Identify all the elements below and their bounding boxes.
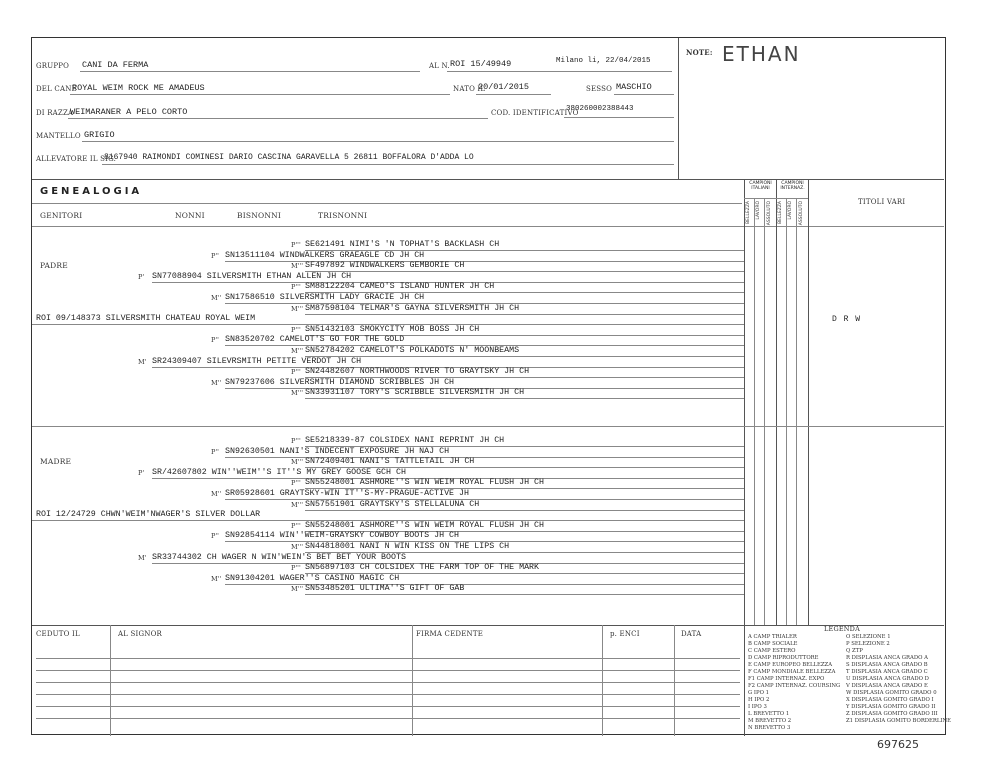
pedigree-entry: SR33744302 CH WAGER N WIN'WEIN'S BET BET YOUR BOOTS [152,552,406,562]
generation-mark: M''' [291,347,304,355]
legend-item: F2 CAMP INTERNAZ. COURSING [748,683,841,689]
generation-mark: P''' [291,437,301,445]
milano-date: Milano li, 22/04/2015 [556,57,651,65]
sub-col-bellezza-int: BELLEZZA [778,201,783,225]
generation-mark: P'' [211,532,219,541]
pedigree-entry: SE5218339-87 COLSIDEX NANI REPRINT JH CH [305,436,505,445]
legend-item: C CAMP ESTERO [748,648,796,654]
pedigree-entry: SM87598104 TELMAR'S GAYNA SILVERSMITH JH CH [305,303,520,313]
nato-il-underline [476,94,551,95]
data-label: DATA [681,630,702,638]
pedigree-entry: SF497892 WINDWALKERS GEMBORIE CH [305,261,465,271]
legend-item: H IPO 2 [748,697,770,703]
allevatore-underline [102,164,674,165]
footer-col-3 [602,625,603,736]
footer-col-4 [674,625,675,736]
pedigree-underline [305,510,744,511]
pedigree-entry: SN17586510 SILVERSMITH LADY GRACIE JH CH [225,293,425,302]
pedigree-entry: SN52784202 CAMELOT'S POLKADOTS N' MOONBEAMS [305,346,520,355]
legend-item: A CAMP TRIALER [748,634,797,640]
pedigree-entry: SN33931107 TORY'S SCRIBBLE SILVERSMITH JH CH [305,388,525,398]
pedigree-entry: SN57551901 GRAYTSKY'S STELLALUNA CH [305,499,480,509]
col-genitori: GENITORI [40,211,83,220]
col-bisnonni: BISNONNI [237,211,282,220]
legenda-right-list [846,634,951,725]
campioni-italiani-label: CAMPIONI ITALIANI [749,181,772,191]
legend-item: D CAMP RIPRODUTTORE [748,655,819,661]
generation-mark: P''' [291,368,301,377]
legend-item: F CAMP MONDIALE BELLEZZA [748,669,836,675]
del-cane-underline [70,94,450,95]
pedigree-entry: SN91304201 WAGER''S CASINO MAGIC CH [225,573,400,583]
footer-col-1 [110,625,111,736]
al-n-label: AL N. [429,62,450,70]
legend-item: B CAMP SOCIALE [748,641,798,647]
legend-item: P SELEZIONE 2 [846,641,890,647]
pedigree-entry: SN55248001 ASHMORE''S WIN WEIM ROYAL FLUSH JH CH [305,520,544,530]
camp-col-5 [796,198,797,625]
footer-divider [32,625,944,626]
legend-item: T DISPLASIA ANCA GRADO C [846,669,928,675]
pedigree-underline [305,398,744,399]
campioni-sub-divider [744,198,808,199]
sesso-value: MASCHIO [616,82,652,92]
generation-mark: M''' [291,585,304,594]
pedigree-entry: SN77088904 SILVERSMITH ETHAN ALLEN JH CH [152,271,352,281]
al-n-value: ROI 15/49949 [450,59,512,69]
legend-item: V DISPLASIA ANCA GRADO E [846,683,928,689]
generation-mark: P''' [291,521,301,530]
drw-title: D R W [832,315,862,324]
campioni-right-border [808,179,809,625]
generation-mark: M'' [211,378,222,387]
pedigree-underline [305,356,744,357]
razza-value: WEIMARANER A PELO CORTO [70,107,188,117]
padre-label: PADRE [40,261,68,270]
legend-item: Y DISPLASIA GOMITO GRADO II [846,704,936,710]
pedigree-underline [305,271,744,272]
mantello-value: GRIGIO [84,130,115,140]
camp-col-1 [754,198,755,625]
generation-mark: M'' [211,574,222,583]
legend-item: S DISPLASIA ANCA GRADO B [846,662,928,668]
legend-item: L BREVETTO 1 [748,711,790,717]
campioni-internaz-label: CAMPIONI INTERNAZ. [780,181,805,191]
legenda-left-list [748,634,840,732]
ceduto-il-label: CEDUTO IL [36,630,80,638]
generation-mark: P' [138,468,145,477]
cod-value: 380260002388443 [566,105,634,113]
madre-label: MADRE [40,457,72,466]
gruppo-value: CANI DA FERMA [82,60,149,70]
legenda-title: LEGENDA [824,625,860,633]
nato-il-label: NATO IL [453,85,486,93]
footer-col-2 [412,625,413,736]
legend-item: O SELEZIONE 1 [846,634,891,640]
pedigree-entry: SN53485201 ULTIMA''S GIFT OF GAB [305,584,465,594]
pedigree-entry: SN79237606 SILVERSMITH DIAMOND SCRIBBLES JH CH [225,377,455,387]
allevatore-value: 8167940 RAIMONDI COMINESI DARIO CASCINA GARAVELLA 5 26811 BOFFALORA D'ADDA LO [104,153,474,162]
footer-rule [36,706,740,707]
pedigree-entry: SN13511104 WINDWALKERS GRAEAGLE CD JH CH [225,250,425,260]
pedigree-underline [305,314,744,315]
legend-item: W DISPLASIA GOMITO GRADO 0 [846,690,937,696]
generation-mark: M''' [291,543,304,551]
pedigree-document [31,37,952,735]
note-handwritten: ETHAN [722,42,801,66]
titoli-vari-label: TITOLI VARI [858,198,906,206]
legend-left-border [744,625,745,736]
pedigree-entry: ROI 12/24729 CHWN'WEIM'NWAGER'S SILVER DOLLAR [36,510,261,520]
legend-item: F1 CAMP INTERNAZ. EXPO [748,676,825,682]
generation-mark: M''' [291,500,304,509]
generation-mark: P''' [291,325,301,334]
legend-item: N BREVETTO 3 [748,725,791,731]
legend-item: X DISPLASIA GOMITO GRADO I [846,697,934,703]
generation-mark: M' [138,553,147,562]
pedigree-entry: SN55248001 ASHMORE''S WIN WEIM ROYAL FLUSH JH CH [305,478,544,488]
generation-mark: P''' [291,479,301,488]
pedigree-entry: SR/42607802 WIN''WEIM''S IT''S MY GREY GOOSE GCH CH [152,467,406,477]
generation-mark: P''' [291,564,301,573]
razza-label: DI RAZZA [36,109,74,117]
sesso-label: SESSO [586,85,613,93]
pedigree-entry: SN24482607 NORTHWOODS RIVER TO GRAYTSKY JH CH [305,367,530,377]
sub-col-assoluto-int: ASSOLUTO [799,201,804,226]
pedigree-entry: SM88122204 CAMEO'S ISLAND HUNTER JH CH [305,282,495,292]
generation-mark: P'' [211,447,219,456]
campioni-mid-border [776,179,777,625]
sub-col-assoluto-it: ASSOLUTO [767,201,772,226]
pedigree-entry: SE621491 NIMI'S 'N TOPHAT'S BACKLASH CH [305,240,500,249]
pedigree-entry: SN72409401 NANI'S TATTLETAIL JH CH [305,457,475,467]
del-cane-value: ROYAL WEIM ROCK ME AMADEUS [72,83,205,93]
pedigree-entry: SR05928601 GRAYTSKY-WIN IT''S-MY-PRAGUE-ACTIVE JH [225,489,469,498]
generation-mark: M' [138,357,147,366]
pedigree-underline [305,594,744,595]
al-signor-label: AL SIGNOR [118,630,163,638]
generation-mark: P'' [211,251,219,260]
legend-item: Z1 DISPLASIA GOMITO BORDERLINE [846,718,952,724]
legend-item: R DISPLASIA ANCA GRADO A [846,655,928,661]
generation-mark: M''' [291,389,304,398]
generation-mark: M''' [291,458,304,467]
generation-mark: P'' [211,336,219,345]
generation-mark: M'' [211,490,222,498]
allevatore-label: ALLEVATORE IL SIG. [36,155,117,163]
serial-number: 697625 [877,738,919,751]
p-enci-label: p. ENCI [610,630,640,638]
pedigree-entry: SN56897103 CH COLSIDEX THE FARM TOP OF THE MARK [305,563,540,573]
pedigree-entry: SN92854114 WIN''WEIM-GRAYSKY COWBOY BOOTS JH CH [225,531,460,541]
legend-item: U DISPLASIA ANCA GRADO D [846,676,929,682]
col-trisnonni: TRISNONNI [318,211,368,220]
note-divider [678,38,679,179]
genealogy-title-underline [32,203,742,204]
pedigree-entry: SN44818001 NANI N WIN KISS ON THE LIPS CH [305,542,510,551]
footer-rule [36,694,740,695]
firma-cedente-label: FIRMA CEDENTE [416,630,484,638]
generation-mark: M''' [291,262,304,271]
legend-item: Q ZTP [846,648,863,654]
legend-item: E CAMP EUROPEO BELLEZZA [748,662,833,668]
legend-item: M BREVETTO 2 [748,718,792,724]
campioni-left-border [744,179,745,625]
cod-underline [564,117,674,118]
sub-col-lavoro-it: LAVORO [756,201,761,220]
razza-underline [68,118,488,119]
legend-item: Z DISPLASIA GOMITO GRADO III [846,711,938,717]
gruppo-underline [80,71,420,72]
pedigree-entry: SN51432103 SMOKYCITY MOB BOSS JH CH [305,324,480,334]
generation-mark: P''' [291,241,301,249]
padre-madre-divider [32,426,944,427]
col-nonni: NONNI [175,211,205,220]
sesso-underline [614,94,674,95]
sub-col-bellezza-it: BELLEZZA [746,201,751,225]
nato-il-value: 20/01/2015 [478,82,530,92]
cod-label: COD. IDENTIFICATIVO [491,109,579,117]
note-label: NOTE: [686,48,713,57]
footer-rule [36,658,740,659]
footer-rule [36,718,740,719]
generation-mark: P''' [291,283,301,292]
camp-col-2 [764,198,765,625]
legend-item: G IPO 1 [748,690,769,696]
generation-mark: M'' [211,294,222,302]
pedigree-entry: SN92630501 NANI'S INDECENT EXPOSURE JH NAJ CH [225,446,450,456]
camp-col-4 [786,198,787,625]
sub-col-lavoro-int: LAVORO [788,201,793,220]
generation-mark: P' [138,272,145,281]
legend-item: I IPO 3 [748,704,767,710]
pedigree-entry: SN83520702 CAMELOT'S GO FOR THE GOLD [225,335,405,345]
mantello-label: MANTELLO [36,132,81,140]
al-n-underline [447,71,672,72]
del-cane-label: DEL CANE [36,85,77,93]
pedigree-entry: SR24309407 SILEVRSMITH PETITE VERDOT JH CH [152,356,362,366]
genealogy-title: GENEALOGIA [40,186,143,197]
footer-rule [36,682,740,683]
footer-rule [36,670,740,671]
gruppo-label: GRUPPO [36,62,70,70]
pedigree-entry: ROI 09/148373 SILVERSMITH CHATEAU ROYAL WEIM [36,314,256,324]
generation-mark: M''' [291,304,304,313]
mantello-underline [82,141,674,142]
